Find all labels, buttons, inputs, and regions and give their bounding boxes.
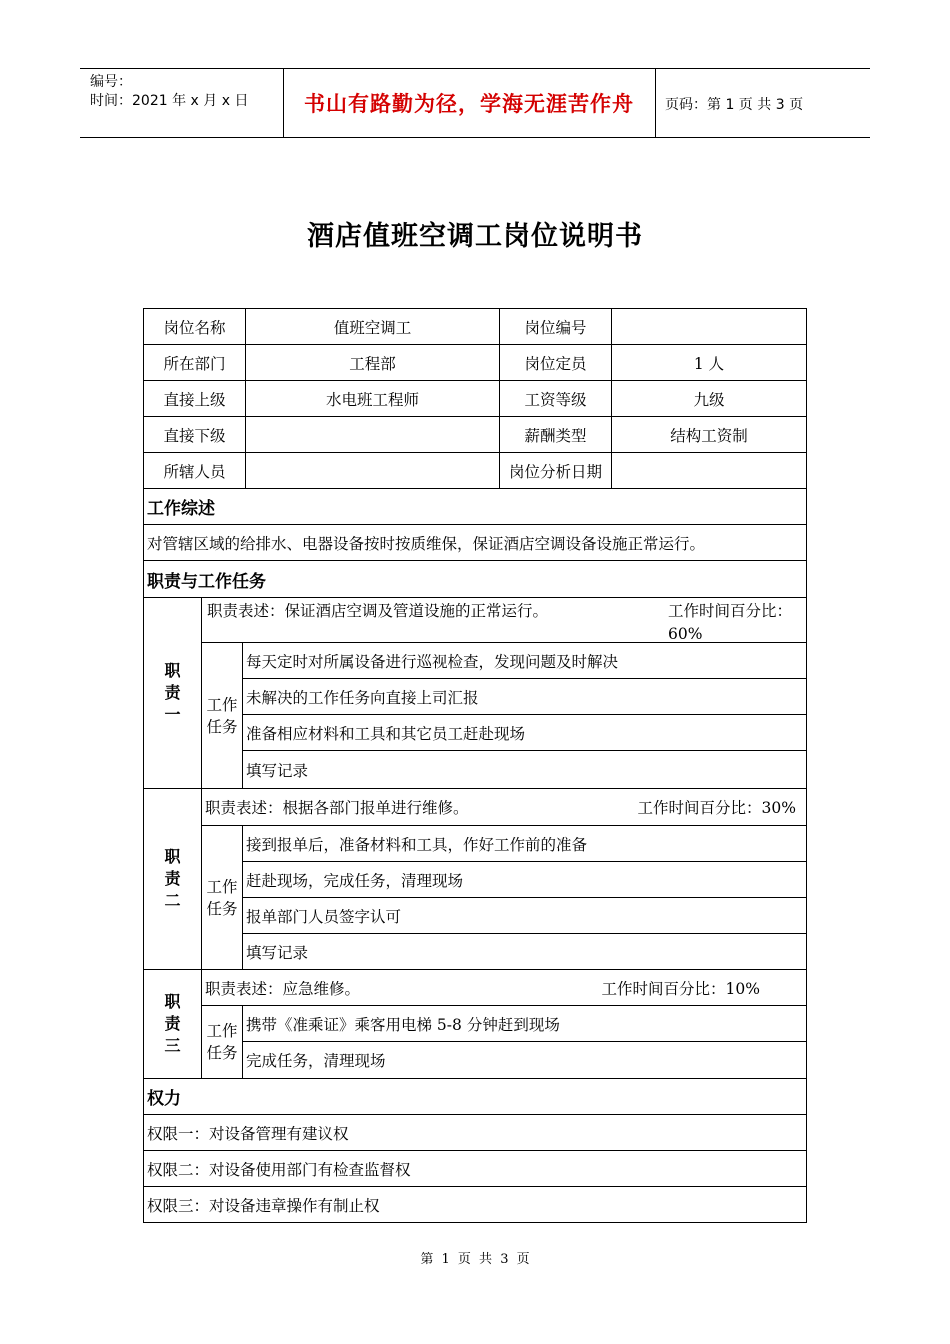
section-heading-summary: 工作综述 — [143, 488, 807, 525]
info-label: 薪酬类型 — [499, 416, 612, 453]
info-label: 岗位分析日期 — [499, 452, 612, 489]
task-item: 填写记录 — [242, 750, 807, 789]
header-meta — [90, 73, 248, 111]
header-page-info: 页码：第 1 页 共 3 页 — [665, 97, 804, 113]
section-heading-power: 权力 — [143, 1078, 807, 1115]
duty-label — [143, 597, 202, 789]
section-heading-duties: 职责与工作任务 — [143, 560, 807, 598]
task-item: 接到报单后，准备材料和工具，作好工作前的准备 — [242, 825, 807, 862]
info-value: 结构工资制 — [611, 416, 807, 453]
info-label: 所辖人员 — [143, 452, 246, 489]
duty-time-percent: 工作时间百分比：60% — [668, 602, 793, 643]
task-item: 准备相应材料和工具和其它员工赶赴现场 — [242, 714, 807, 751]
info-value — [611, 308, 807, 345]
task-item: 未解决的工作任务向直接上司汇报 — [242, 678, 807, 715]
power-item: 权限一：对设备管理有建议权 — [143, 1114, 807, 1151]
info-label: 工资等级 — [499, 380, 612, 417]
task-item: 报单部门人员签字认可 — [242, 897, 807, 934]
page-footer: 第 1 页 共 3 页 — [420, 1252, 530, 1267]
duty-description — [201, 969, 807, 1006]
info-label: 所在部门 — [143, 344, 246, 381]
duty-time-percent: 工作时间百分比：10% — [601, 979, 760, 998]
info-value: 1 人 — [611, 344, 807, 381]
task-label-text: 工作任务 — [206, 1022, 238, 1062]
task-label — [201, 825, 243, 970]
task-label — [201, 1005, 243, 1079]
task-item: 携带《准乘证》乘客用电梯 5-8 分钟赶到现场 — [242, 1005, 807, 1042]
duty-label-text: 职责三 — [164, 992, 181, 1055]
task-item: 填写记录 — [242, 933, 807, 970]
header-divider — [655, 69, 656, 137]
duty-description — [201, 788, 807, 826]
task-label-text: 工作任务 — [206, 695, 238, 736]
duty-label-text: 职责二 — [164, 847, 181, 910]
task-item: 完成任务，清理现场 — [242, 1041, 807, 1079]
duty-label — [143, 788, 202, 970]
power-item: 权限三：对设备违章操作有制止权 — [143, 1186, 807, 1223]
info-value: 工程部 — [245, 344, 500, 381]
duty-statement: 职责表述：根据各部门报单进行维修。 — [205, 799, 469, 817]
info-label: 岗位编号 — [499, 308, 612, 345]
duty-time-percent: 工作时间百分比：30% — [637, 799, 796, 817]
info-value: 九级 — [611, 380, 807, 417]
info-value — [611, 452, 807, 489]
summary-text: 对管辖区域的给排水、电器设备按时按质维保，保证酒店空调设备设施正常运行。 — [143, 524, 807, 561]
power-item: 权限二：对设备使用部门有检查监督权 — [143, 1150, 807, 1187]
task-item: 赶赴现场，完成任务，清理现场 — [242, 861, 807, 898]
info-value — [245, 452, 500, 489]
info-label: 岗位定员 — [499, 344, 612, 381]
task-label — [201, 642, 243, 789]
document-number-label: 编号： — [90, 74, 132, 90]
info-value — [245, 416, 500, 453]
duty-statement: 职责表述：应急维修。 — [205, 979, 361, 998]
document-title: 酒店值班空调工岗位说明书 — [307, 221, 643, 252]
task-label-text: 工作任务 — [206, 877, 238, 918]
page-header — [80, 68, 870, 138]
duty-description — [201, 597, 807, 643]
task-item: 每天定时对所属设备进行巡视检查，发现问题及时解决 — [242, 642, 807, 679]
document-time: 时间：2021 年 x 月 x 日 — [90, 93, 249, 109]
info-label: 直接下级 — [143, 416, 246, 453]
info-value: 值班空调工 — [245, 308, 500, 345]
duty-label — [143, 969, 202, 1079]
duty-statement: 职责表述：保证酒店空调及管道设施的正常运行。 — [207, 602, 549, 620]
info-label: 直接上级 — [143, 380, 246, 417]
info-value: 水电班工程师 — [245, 380, 500, 417]
info-label: 岗位名称 — [143, 308, 246, 345]
duty-label-text: 职责一 — [164, 661, 181, 724]
header-motto: 书山有路勤为径，学海无涯苦作舟 — [304, 92, 634, 116]
